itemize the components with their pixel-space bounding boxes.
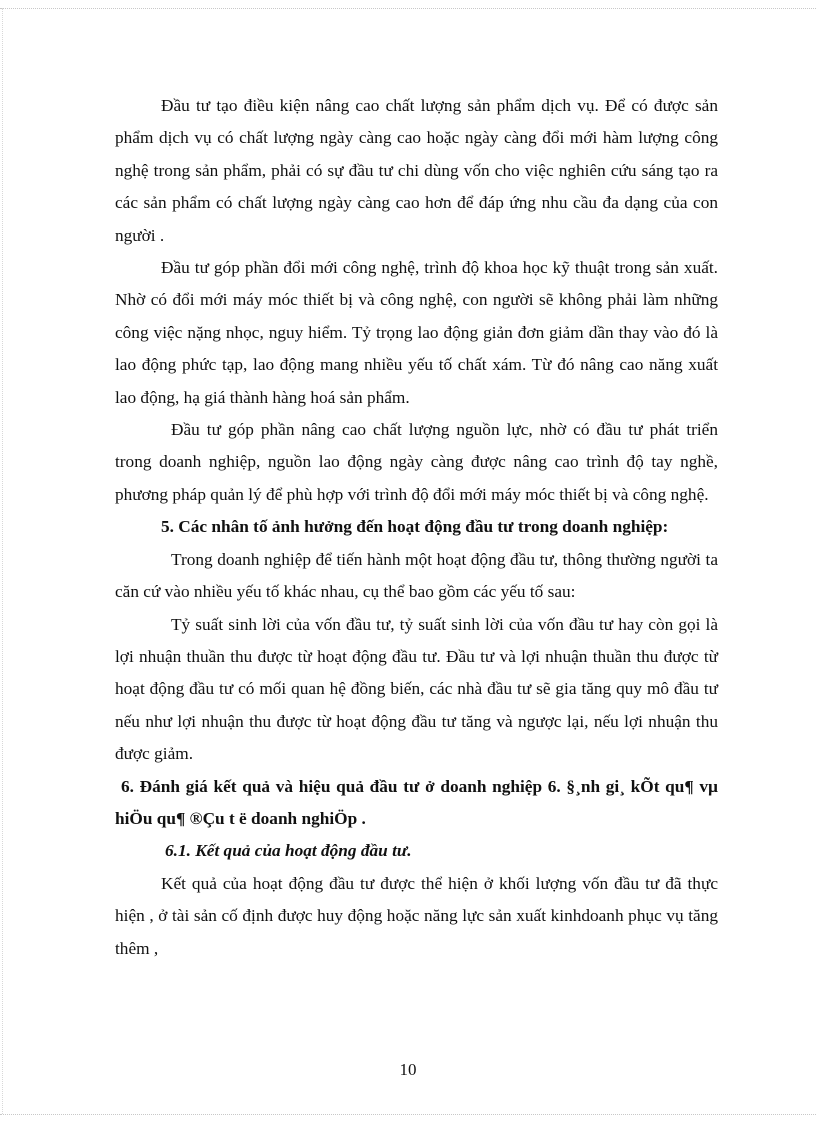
page-left-border [2, 8, 3, 1114]
page-top-border [0, 8, 816, 9]
document-body [115, 90, 718, 965]
paragraph-factors-intro: Trong doanh nghiệp để tiến hành một hoạt động đầu tư, thông thường người ta căn cứ vào nhiều yếu tố khác nhau, cụ thể bao gồm các yếu tố sau: [115, 549, 718, 602]
section-heading-6: 6. Đánh giá kết quả và hiệu quả đầu tư ở doanh nghiệp 6. §¸nh gi¸ kÕt qu¶ vµ hiÖu qu¶ ®Çu t ë doanh nghiÖp . [115, 776, 718, 828]
subsection-heading-6-1: 6.1. Kết quả của hoạt động đầu tư. [165, 841, 412, 861]
paragraph-human-resources: Đầu tư góp phần nâng cao chất lượng nguồn lực, nhờ có đầu tư phát triển trong doanh nghiệp, nguồn lao động ngày càng được nâng cao trình độ tay nghề, phương pháp quản lý để phù hợp với trình độ đổi mới máy móc thiết bị và công nghệ. [115, 420, 718, 504]
section-heading-5: 5. Các nhân tố ảnh hưởng đến hoạt động đầu tư trong doanh nghiệp: [161, 517, 669, 537]
paragraph-rate-of-return: Tỷ suất sinh lời của vốn đầu tư, tỷ suất sinh lời của vốn đầu tư hay còn gọi là lợi nhuận thuần thu được từ hoạt động đầu tư. Đầu tư và lợi nhuận thuần thu được từ hoạt động đầu tư có mối quan hệ đồng biến, các nhà đầu tư sẽ gia tăng quy mô đầu tư nếu như lợi nhuận thu được từ hoạt động đầu tư tăng và ngược lại, nếu lợi nhuận thu được giảm. [115, 614, 718, 764]
page-bottom-border [0, 1114, 816, 1115]
paragraph-product-quality: Đầu tư tạo điều kiện nâng cao chất lượng sản phẩm dịch vụ. Để có được sản phẩm dịch vụ có chất lượng ngày càng cao hoặc ngày càng đổi mới hàm lượng công nghệ trong sản phẩm, phải có sự đầu tư chi dùng vốn cho việc nghiên cứu sáng tạo ra các sản phẩm có chất lượng ngày càng cao hơn để đáp ứng nhu cầu đa dạng của con người . [115, 96, 718, 245]
paragraph-investment-results: Kết quả của hoạt động đầu tư được thể hiện ở khối lượng vốn đầu tư đã thực hiện , ở tài sản cố định được huy động hoặc năng lực sản xuất kinhdoanh phục vụ tăng thêm , [115, 873, 718, 958]
paragraph-technology-renewal: Đầu tư góp phần đổi mới công nghệ, trình độ khoa học kỹ thuật trong sản xuất. Nhờ có đổi mới máy móc thiết bị và công nghệ, con người sẽ không phải làm những công việc nặng nhọc, nguy hiểm. Tỷ trọng lao động giản đơn giảm dần thay vào đó là lao động phức tạp, lao động mang nhiều yếu tố chất xám. Từ đó nâng cao năng xuất lao động, hạ giá thành hàng hoá sản phẩm. [115, 258, 718, 407]
page-number: 10 [399, 1060, 417, 1079]
